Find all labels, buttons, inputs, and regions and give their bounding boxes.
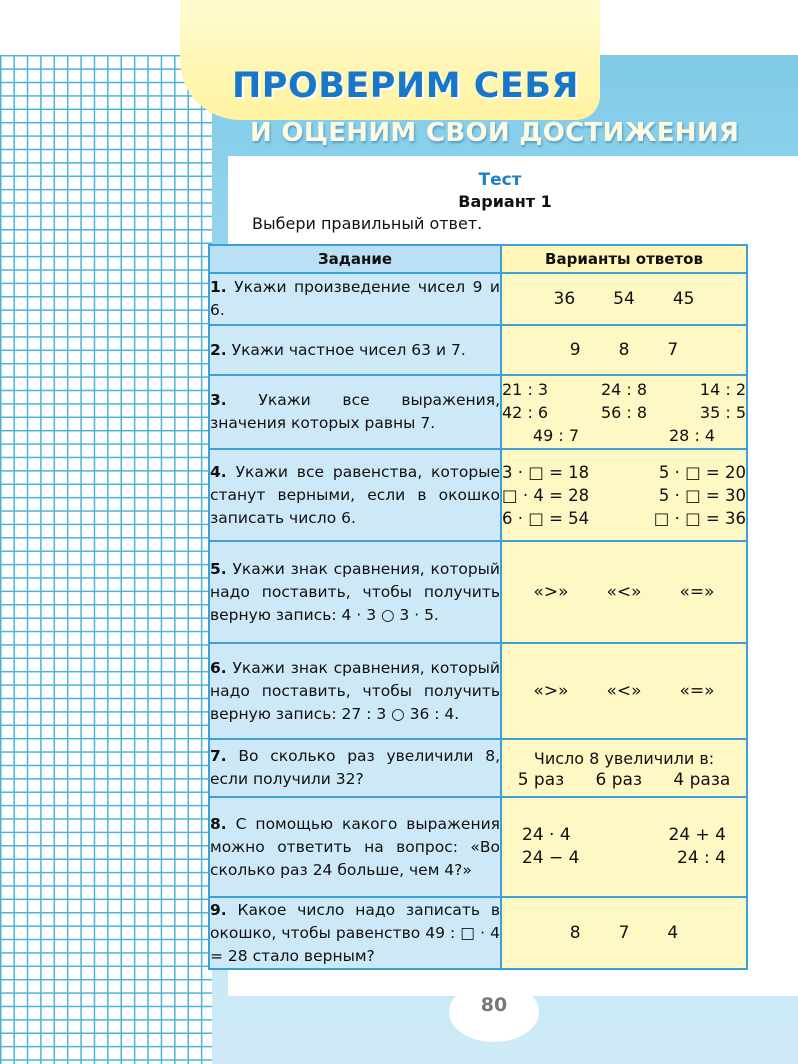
answer-option[interactable]: 24 − 4 <box>522 848 580 868</box>
answer-option[interactable]: 42 : 6 <box>502 402 549 422</box>
answer-option[interactable]: □ · □ = 36 <box>653 508 746 528</box>
task-text: Какое число надо записать в окошко, чтобы равенство 49 : □ · 4 = 28 стало верным? <box>210 900 500 965</box>
answer-option[interactable]: 8 <box>618 340 630 360</box>
answer-prompt: Число 8 увеличили в: <box>533 748 715 768</box>
page-title: ПРОВЕРИМ СЕБЯ <box>232 66 579 106</box>
answer-option[interactable]: 24 + 4 <box>668 825 726 845</box>
variant-label: Вариант 1 <box>458 192 552 211</box>
task-number: 1. <box>210 278 227 296</box>
answer-option[interactable]: 21 : 3 <box>502 379 549 399</box>
task-number: 8. <box>210 814 227 833</box>
task-text: С помощью какого выражения можно ответить на вопрос: «Во сколько раз 24 больше, чем 4?» <box>210 814 500 879</box>
answer-option[interactable]: «>» <box>533 582 569 602</box>
header-task: Задание <box>209 245 501 273</box>
task-number: 7. <box>210 747 227 765</box>
answer-option[interactable]: 7 <box>618 923 630 943</box>
page-number: 80 <box>480 994 508 1016</box>
task-number: 4. <box>210 462 227 481</box>
instruction-text: Выбери правильный ответ. <box>252 214 483 233</box>
test-title: Тест <box>478 170 522 190</box>
task-text: Укажи знак сравнения, который надо поставить, чтобы получить верную запись: 4 · 3 ○ 3 · 5. <box>210 559 500 624</box>
task-number: 6. <box>210 658 227 677</box>
answer-option[interactable]: 5 · □ = 20 <box>658 462 746 482</box>
table-row <box>209 325 747 375</box>
table-header-row <box>209 245 747 273</box>
answer-option[interactable]: 36 <box>553 289 576 309</box>
task-number: 9. <box>210 900 227 919</box>
table-row <box>209 449 747 541</box>
answer-option[interactable]: «=» <box>679 681 715 701</box>
answer-option[interactable]: 5 · □ = 30 <box>658 485 746 505</box>
answer-option[interactable]: 45 <box>672 289 695 309</box>
table-row <box>209 897 747 969</box>
table-row <box>209 375 747 449</box>
answer-option[interactable]: 24 : 4 <box>677 848 726 868</box>
answer-option[interactable]: «<» <box>606 681 642 701</box>
task-text: Укажи знак сравнения, который надо поставить, чтобы получить верную запись: 27 : 3 ○ 36 : 4. <box>210 658 500 723</box>
page-subtitle: И ОЦЕНИМ СВОИ ДОСТИЖЕНИЯ <box>250 118 740 148</box>
answer-option[interactable]: 8 <box>569 923 581 943</box>
answer-option[interactable]: □ · 4 = 28 <box>502 485 590 505</box>
task-text: Укажи произведение чисел 9 и 6. <box>210 278 500 319</box>
answer-option[interactable]: 28 : 4 <box>669 425 716 445</box>
task-number: 3. <box>210 391 227 409</box>
answer-option[interactable]: 35 : 5 <box>699 402 746 422</box>
task-text: Укажи все выражения, значения которых равны 7. <box>210 391 500 432</box>
task-number: 2. <box>210 340 227 359</box>
graph-paper-margin <box>0 55 212 1064</box>
answer-option[interactable]: 56 : 8 <box>600 402 648 422</box>
task-text: Укажи все равенства, которые станут верными, если в окошко записать число 6. <box>210 462 500 527</box>
answer-option[interactable]: 6 раз <box>595 769 643 790</box>
answer-option[interactable]: 24 · 4 <box>522 825 571 845</box>
table-row <box>209 739 747 797</box>
table-row <box>209 273 747 325</box>
test-table <box>208 244 748 970</box>
answer-option[interactable]: «>» <box>533 681 569 701</box>
task-number: 5. <box>210 559 227 578</box>
table-row <box>209 797 747 897</box>
answer-option[interactable]: 7 <box>667 340 679 360</box>
answer-option[interactable]: 54 <box>613 289 635 309</box>
answer-option[interactable]: 4 раза <box>673 769 731 790</box>
task-text: Укажи частное чисел 63 и 7. <box>231 340 466 359</box>
answer-option[interactable]: 3 · □ = 18 <box>502 462 590 482</box>
answer-option[interactable]: 4 <box>667 923 679 943</box>
table-row <box>209 541 747 643</box>
header-answers: Варианты ответов <box>501 245 747 273</box>
answer-option[interactable]: 49 : 7 <box>532 425 579 445</box>
task-text: Во сколько раз увеличили 8, если получили 32? <box>210 747 501 788</box>
answer-option[interactable]: 9 <box>569 340 581 360</box>
answer-option[interactable]: 14 : 2 <box>699 379 746 399</box>
table-row <box>209 643 747 739</box>
answer-option[interactable]: 24 : 8 <box>600 379 648 399</box>
answer-option[interactable]: «<» <box>606 582 642 602</box>
answer-option[interactable]: «=» <box>679 582 715 602</box>
answer-option[interactable]: 6 · □ = 54 <box>502 508 590 528</box>
answer-option[interactable]: 5 раз <box>517 769 565 790</box>
